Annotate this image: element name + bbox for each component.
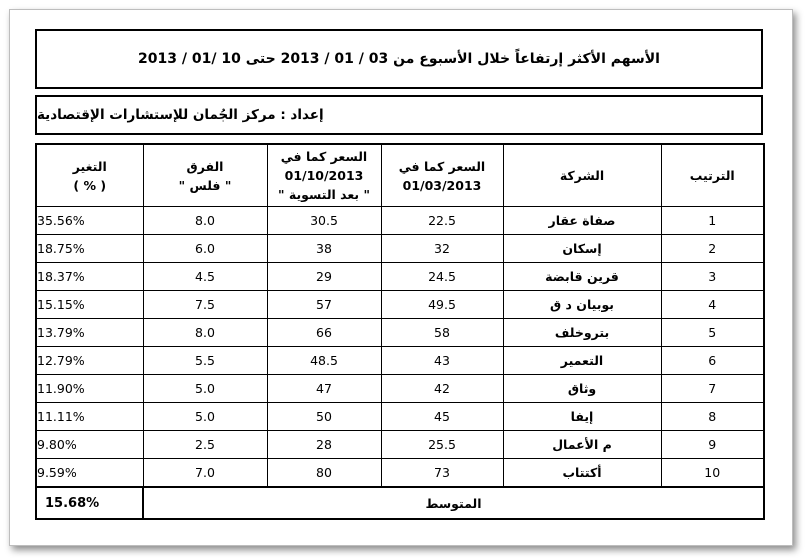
change-cell: 35.56% [36,207,143,235]
rank-cell: 4 [661,291,764,319]
price-end-cell: 48.5 [267,347,381,375]
price-start-cell: 42 [381,375,503,403]
header-company: الشركة [503,144,661,207]
company-cell: إسكان [503,235,661,263]
rank-cell: 2 [661,235,764,263]
header-price-end-note: " بعد التسوية " [278,187,370,202]
price-start-cell: 32 [381,235,503,263]
document-page [9,9,793,546]
rank-cell: 5 [661,319,764,347]
diff-cell: 8.0 [143,319,267,347]
table-row [36,207,764,235]
price-start-cell: 58 [381,319,503,347]
rank-cell: 1 [661,207,764,235]
diff-cell: 5.0 [143,375,267,403]
header-price-end [267,144,381,207]
price-end-cell: 66 [267,319,381,347]
company-cell: إيفا [503,403,661,431]
diff-cell: 2.5 [143,431,267,459]
header-price-end-label: السعر كما في [280,149,368,164]
change-cell: 18.37% [36,263,143,291]
table-header-row [36,144,764,207]
diff-cell: 7.0 [143,459,267,488]
header-rank: الترتيب [661,144,764,207]
rank-cell: 9 [661,431,764,459]
header-price-start-date: 01/03/2013 [402,177,482,193]
header-change [36,144,143,207]
table-row [36,235,764,263]
header-price-end-date: 01/10/2013 [284,168,364,183]
table-row [36,291,764,319]
diff-cell: 5.5 [143,347,267,375]
price-start-cell: 45 [381,403,503,431]
price-start-cell: 25.5 [381,431,503,459]
change-cell: 13.79% [36,319,143,347]
average-label: المتوسط [143,487,764,519]
change-cell: 12.79% [36,347,143,375]
table-row [36,319,764,347]
price-start-cell: 24.5 [381,263,503,291]
price-end-cell: 30.5 [267,207,381,235]
price-start-cell: 22.5 [381,207,503,235]
header-price-start-label: السعر كما في [398,158,486,174]
change-cell: 9.80% [36,431,143,459]
rank-cell: 7 [661,375,764,403]
price-end-cell: 38 [267,235,381,263]
diff-cell: 5.0 [143,403,267,431]
change-cell: 15.15% [36,291,143,319]
header-diff-unit: " فلس " [178,177,232,193]
change-cell: 11.90% [36,375,143,403]
rank-cell: 8 [661,403,764,431]
price-end-cell: 47 [267,375,381,403]
table-row [36,263,764,291]
change-cell: 11.11% [36,403,143,431]
table-row [36,431,764,459]
price-end-cell: 57 [267,291,381,319]
average-row [36,487,764,519]
page-title: الأسهم الأكثر إرتفاعاً خلال الأسبوع من 03 / 01 / 2013 حتى 10 /01 / 2013 [35,29,763,89]
price-start-cell: 49.5 [381,291,503,319]
table-row [36,459,764,488]
company-cell: بتروخلف [503,319,661,347]
company-cell: وثاق [503,375,661,403]
table-row [36,403,764,431]
header-change-label: التغير [72,158,107,174]
company-cell: التعمير [503,347,661,375]
table-row [36,347,764,375]
diff-cell: 8.0 [143,207,267,235]
stocks-table [35,143,765,520]
company-cell: قرين قابضة [503,263,661,291]
change-cell: 18.75% [36,235,143,263]
price-end-cell: 50 [267,403,381,431]
company-cell: م الأعمال [503,431,661,459]
price-start-cell: 73 [381,459,503,488]
rank-cell: 10 [661,459,764,488]
diff-cell: 7.5 [143,291,267,319]
price-end-cell: 29 [267,263,381,291]
rank-cell: 3 [661,263,764,291]
average-value: 15.68% [36,487,143,519]
price-end-cell: 28 [267,431,381,459]
header-diff-label: الفرق [186,158,224,174]
table-row [36,375,764,403]
company-cell: صفاة عقار [503,207,661,235]
diff-cell: 6.0 [143,235,267,263]
price-end-cell: 80 [267,459,381,488]
company-cell: بوبيان د ق [503,291,661,319]
company-cell: أكتتاب [503,459,661,488]
header-price-start [381,144,503,207]
change-cell: 9.59% [36,459,143,488]
diff-cell: 4.5 [143,263,267,291]
header-diff [143,144,267,207]
header-change-unit: ( % ) [73,177,107,193]
price-start-cell: 43 [381,347,503,375]
rank-cell: 6 [661,347,764,375]
page-subtitle: إعداد : مركز الجُمان للإستشارات الإقتصادية [35,95,763,135]
